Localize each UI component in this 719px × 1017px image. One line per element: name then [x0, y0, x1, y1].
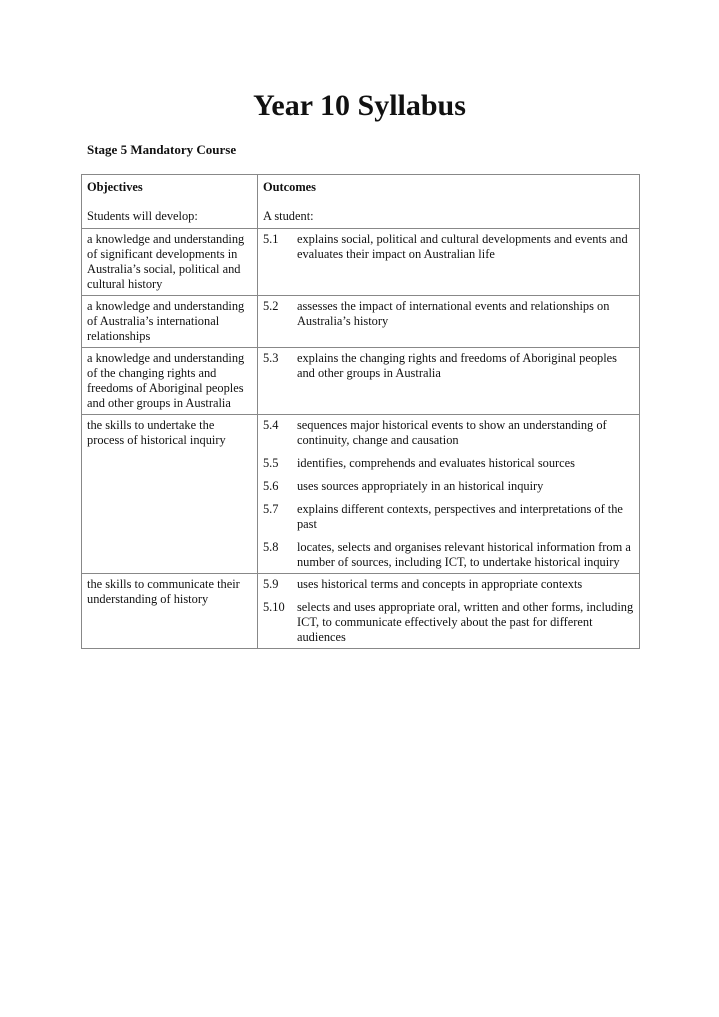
outcomes-subheading: A student:: [262, 209, 314, 223]
outcome-item: [263, 299, 634, 329]
outcome-item: [263, 600, 634, 645]
outcomes-cell: [257, 229, 639, 296]
course-name: Stage 5 Mandatory Course: [87, 142, 237, 157]
outcomes-cell: [257, 415, 639, 574]
objectives-header: [82, 175, 258, 229]
table-row: [82, 348, 640, 415]
outcome-code: 5.5: [262, 456, 279, 470]
objectives-subheading: Students will develop:: [87, 209, 198, 223]
objective-cell: a knowledge and understanding of Australia’s international relationships: [82, 296, 258, 348]
outcome-text: explains different contexts, perspectives and interpretations of the past: [296, 502, 623, 531]
table-row: [82, 415, 640, 574]
outcome-text: explains social, political and cultural developments and events and evaluates their impact on Australian life: [296, 232, 628, 261]
outcome-item: [263, 351, 634, 381]
outcome-item: [263, 540, 634, 570]
outcome-text: identifies, comprehends and evaluates historical sources: [296, 456, 575, 470]
outcome-text: selects and uses appropriate oral, written and other forms, including ICT, to communicate effectively about the past for different audiences: [296, 600, 634, 644]
outcome-code: 5.3: [262, 351, 279, 365]
objective-cell: a knowledge and understanding of the changing rights and freedoms of Aboriginal peoples and other groups in Australia: [82, 348, 258, 415]
table-row: [82, 229, 640, 296]
outcome-item: [263, 456, 634, 471]
outcomes-header: [257, 175, 639, 229]
objective-cell: the skills to undertake the process of historical inquiry: [82, 415, 258, 574]
page-title: Year 10 Syllabus: [253, 89, 466, 122]
outcomes-cell: [257, 296, 639, 348]
outcome-code: 5.8: [262, 540, 279, 554]
outcomes-cell: [257, 574, 639, 649]
objectives-heading: Objectives: [87, 180, 143, 194]
outcome-text: uses sources appropriately in an historical inquiry: [296, 479, 544, 493]
outcome-item: [263, 479, 634, 494]
outcome-text: sequences major historical events to show an understanding of continuity, change and causation: [296, 418, 607, 447]
outcome-item: [263, 502, 634, 532]
outcome-code: 5.9: [262, 577, 279, 591]
outcomes-cell: [257, 348, 639, 415]
outcome-item: [263, 418, 634, 448]
outcome-code: 5.6: [262, 479, 279, 493]
outcome-text: locates, selects and organises relevant historical information from a number of sources, including ICT, to undertake historical inquiry: [296, 540, 631, 569]
outcome-text: explains the changing rights and freedoms of Aboriginal peoples and other groups in Australia: [296, 351, 617, 380]
outcome-text: assesses the impact of international events and relationships on Australia’s history: [296, 299, 610, 328]
objective-cell: a knowledge and understanding of significant developments in Australia’s social, political and cultural history: [82, 229, 258, 296]
outcome-code: 5.1: [262, 232, 279, 246]
outcome-code: 5.4: [262, 418, 279, 432]
outcome-code: 5.10: [262, 600, 285, 614]
outcome-item: [263, 232, 634, 262]
syllabus-table: [81, 174, 640, 649]
table-header-row: [82, 175, 640, 229]
objective-cell: the skills to communicate their understanding of history: [82, 574, 258, 649]
outcome-code: 5.2: [262, 299, 279, 313]
outcome-text: uses historical terms and concepts in appropriate contexts: [296, 577, 583, 591]
outcomes-heading: Outcomes: [262, 180, 316, 194]
outcome-item: [263, 577, 634, 592]
outcome-code: 5.7: [262, 502, 279, 516]
table-row: [82, 296, 640, 348]
table-row: [82, 574, 640, 649]
